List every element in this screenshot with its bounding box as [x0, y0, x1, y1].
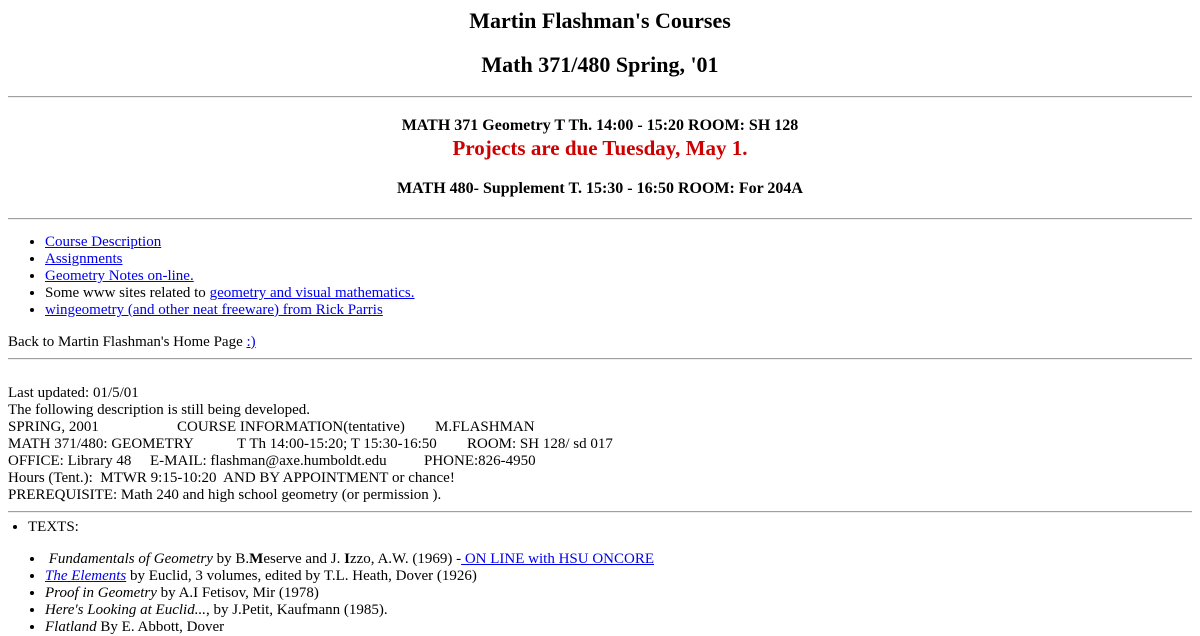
book-details: , by J.Petit, Kaufmann (1985). — [205, 602, 388, 618]
prerequisite: PREREQUISITE: Math 240 and high school geometry (or permission ). — [8, 487, 442, 503]
book-details: By E. Abbott, Dover — [96, 619, 225, 635]
divider — [8, 218, 1192, 220]
instructor-name: M.FLASHMAN — [435, 419, 535, 435]
book-details: by Euclid, 3 volumes, edited by T.L. Heath, Dover (1926) — [126, 568, 477, 584]
book-author-text: eserve and J. — [263, 551, 345, 567]
book-author-text: by B. — [212, 551, 250, 567]
list-item — [45, 602, 654, 619]
office-hours: Hours (Tent.): MTWR 9:15-10:20 AND BY APPOINTMENT or chance! — [8, 470, 455, 486]
projects-due-notice: Projects are due Tuesday, May 1. — [452, 136, 748, 160]
geometry-notes-link[interactable]: Geometry Notes on-line. — [45, 268, 194, 284]
elements-link[interactable] — [45, 568, 126, 584]
course-room: ROOM: SH 128/ sd 017 — [467, 436, 613, 452]
list-item — [45, 251, 415, 268]
course-description-link[interactable]: Course Description — [45, 234, 162, 250]
wingeometry-link[interactable]: wingeometry (and other neat freeware) from Rick Parris — [45, 302, 383, 318]
course-code: MATH 371/480: GEOMETRY — [8, 436, 194, 452]
book-title: The Elements — [45, 568, 127, 584]
info-row-term — [8, 419, 99, 436]
list-item — [45, 302, 415, 319]
divider — [8, 358, 1192, 360]
geometry-visual-math-link[interactable]: geometry and visual mathematics. — [209, 285, 415, 301]
book-details: by A.I Fetisov, Mir (1978) — [156, 585, 319, 601]
divider — [8, 511, 1192, 513]
book-list — [0, 551, 654, 636]
book-title: Flatland — [45, 619, 97, 635]
texts-label: • TEXTS: — [28, 519, 79, 536]
book-author-initial: M — [249, 551, 264, 567]
book-author-text: zzo, A.W. (1969) - — [349, 551, 462, 567]
page-subtitle: Math 371/480 Spring, '01 — [481, 52, 719, 77]
last-updated: Last updated: 01/5/01 — [8, 385, 139, 401]
book-title: Here's Looking at Euclid... — [45, 602, 206, 618]
list-item — [45, 619, 654, 636]
list-item — [45, 285, 415, 302]
office-location: OFFICE: Library 48 — [8, 453, 132, 469]
page-title: Martin Flashman's Courses — [469, 8, 731, 33]
list-item — [45, 568, 654, 585]
term-text: SPRING, 2001 — [8, 419, 99, 435]
divider — [8, 96, 1192, 98]
oncore-link[interactable]: ON LINE with HSU ONCORE — [461, 551, 654, 567]
math480-schedule: MATH 480- Supplement T. 15:30 - 16:50 ROOM: For 204A — [397, 180, 803, 197]
math371-schedule: MATH 371 Geometry T Th. 14:00 - 15:20 ROOM: SH 128 — [401, 117, 799, 134]
phone-number: PHONE:826-4950 — [424, 453, 536, 469]
development-note: The following description is still being developed. — [8, 402, 311, 418]
email-address: E-MAIL: flashman@axe.humboldt.edu — [150, 453, 387, 469]
course-links-list — [0, 234, 415, 319]
list-item — [45, 234, 415, 251]
back-home-label: Back to Martin Flashman's Home Page — [8, 334, 247, 350]
assignments-link[interactable]: Assignments — [45, 251, 123, 267]
list-item — [45, 268, 415, 285]
back-home-line — [8, 334, 256, 351]
book-author-initial: I — [344, 551, 350, 567]
home-page-link[interactable]: :) — [246, 334, 256, 350]
www-sites-label: Some www sites related to — [45, 285, 210, 301]
course-info-heading: COURSE INFORMATION(tentative) — [177, 419, 405, 435]
book-title: Fundamentals of Geometry — [48, 551, 213, 567]
list-item — [45, 551, 654, 568]
book-title: Proof in Geometry — [45, 585, 157, 601]
texts-section — [0, 519, 79, 536]
list-item — [45, 585, 654, 602]
course-times: T Th 14:00-15:20; T 15:30-16:50 — [237, 436, 437, 452]
